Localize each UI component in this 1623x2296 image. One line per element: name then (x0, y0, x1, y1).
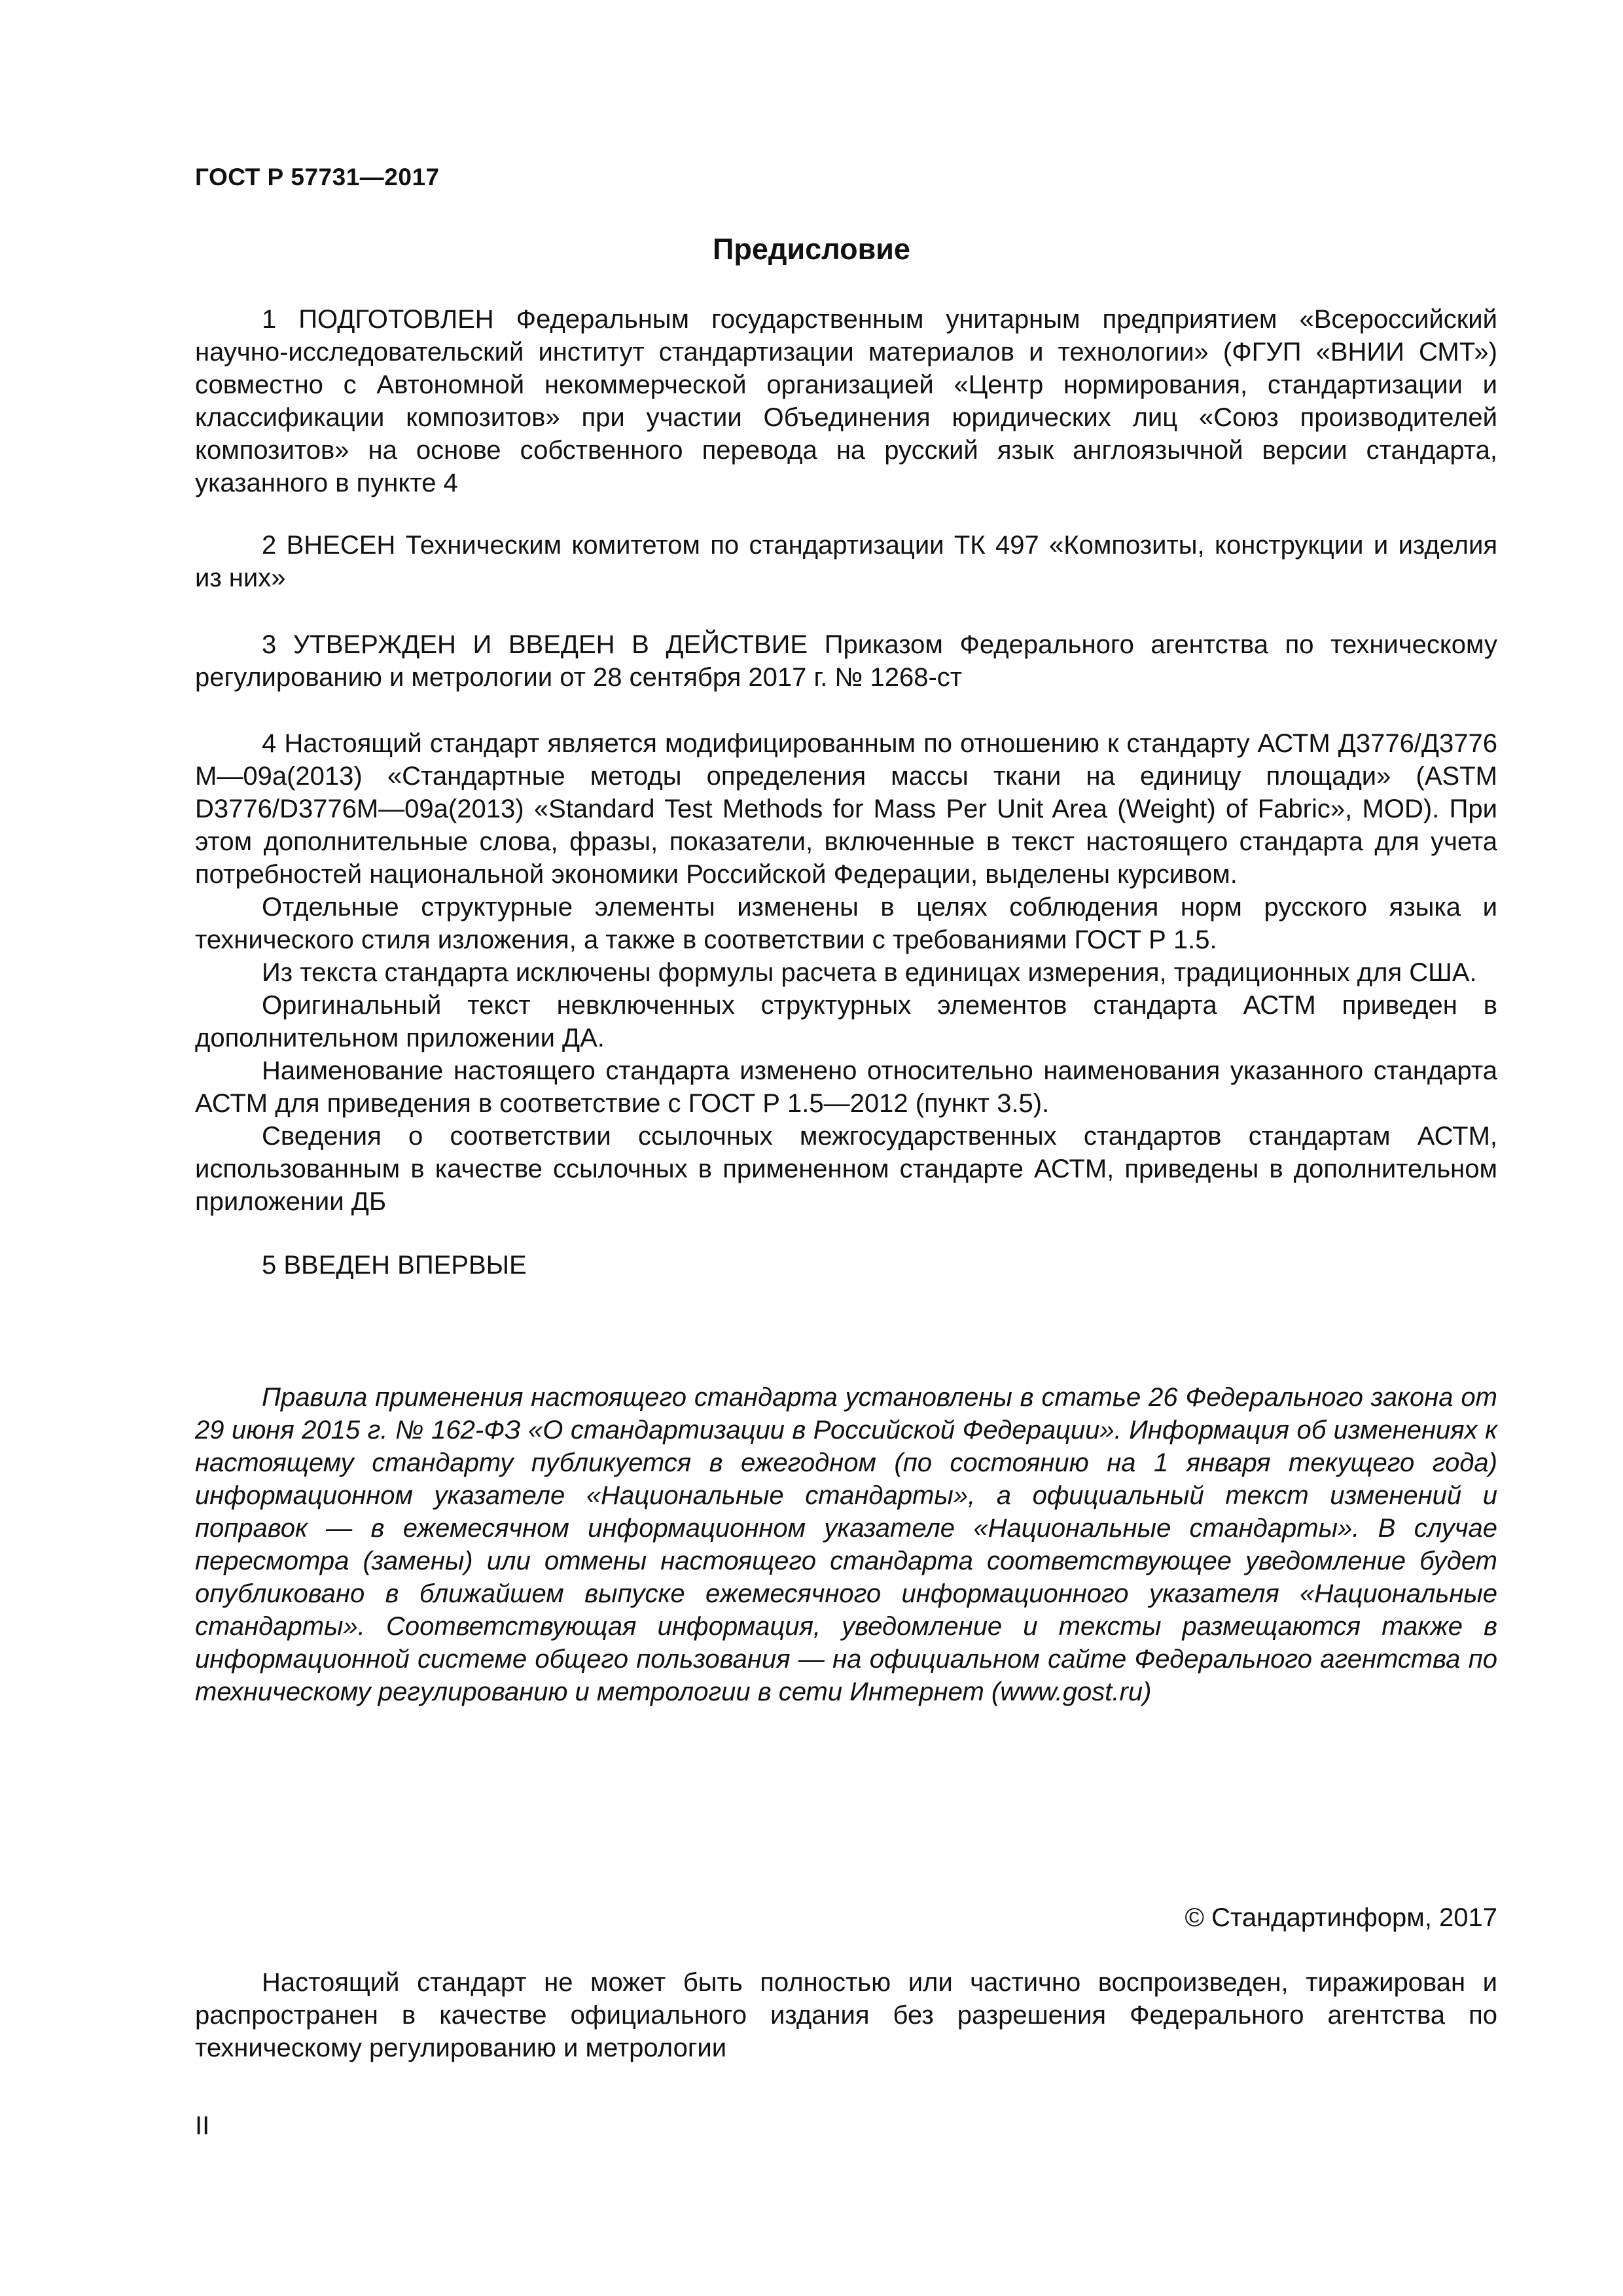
section-3 (195, 628, 1497, 694)
section-1 (195, 303, 1497, 499)
section-4-paragraph: Сведения о соответствии ссылочных межгосударственных стандартов стандартам АСТМ, использованным в качестве ссылочных в примененном стандарте АСТМ, приведены в дополнительном приложении ДБ (195, 1122, 1497, 1216)
rights-text: Настоящий стандарт не может быть полностью или частично воспроизведен, тиражирован и распространен в качестве официального издания без разрешения Федерального агентства по техническому регулированию и метрологии (195, 1968, 1497, 2062)
notice-text: Правила применения настоящего стандарта установлены в статье 26 Федерального закона от 29 июня 2015 г. № 162-ФЗ «О стандартизации в Российской Федерации». Информация об изменениях к настоящему стандарту публикуется в ежегодном (по состоянию на 1 января текущего года) информационном указателе «Национальные стандарты», а официальный текст изменений и поправок — в ежемесячном информационном указателе «Национальные стандарты». В случае пересмотра (замены) или отмены настоящего стандарта соответствующее уведомление будет опубликовано в ближайшем выпуске ежемесячного информационного указателя «Национальные стандарты». Соответствующая информация, уведомление и тексты размещаются также в информационной системе общего пользования — на официальном сайте Федерального агентства по техническому регулированию и метрологии в сети Интернет (www.gost.ru) (195, 1383, 1497, 1706)
section-5-text: 5 ВВЕДЕН ВПЕРВЫЕ (262, 1251, 527, 1280)
page-title: Предисловие (713, 232, 910, 266)
section-4-paragraph: Отдельные структурные элементы изменены в целях соблюдения норм русского языка и технического стиля изложения, а также в соответствии с требованиями ГОСТ Р 1.5. (195, 893, 1497, 954)
section-4-paragraph: Из текста стандарта исключены формулы расчета в единицах измерения, традиционных для США. (262, 958, 1477, 987)
section-4-paragraph: Оригинальный текст невключенных структурных элементов стандарта АСТМ приведен в дополнительном приложении ДА. (195, 991, 1497, 1052)
section-2-text: 2 ВНЕСЕН Техническим комитетом по стандартизации ТК 497 «Композиты, конструкции и изделия из них» (195, 531, 1497, 592)
section-5 (195, 1249, 1497, 1282)
section-3-text: 3 УТВЕРЖДЕН И ВВЕДЕН В ДЕЙСТВИЕ Приказом Федерального агентства по техническому регулированию и метрологии от 28 сентября 2017 г. № 1268-ст (195, 630, 1497, 692)
section-4-paragraph: Наименование настоящего стандарта изменено относительно наименования указанного стандарта АСТМ для приведения в соответствие с ГОСТ Р 1.5—2012 (пункт 3.5). (195, 1056, 1497, 1118)
document-code: ГОСТ Р 57731—2017 (195, 164, 440, 190)
section-4-paragraph: 4 Настоящий стандарт является модифицированным по отношению к стандарту АСТМ Д3776/Д3776 М—09а(2013) «Стандартные методы определения массы ткани на единицу площади» (ASTM D3776/D3776M—09a(2013) «Standard Test Methods for Mass Per Unit Area (Weight) of Fabric», MOD). При этом дополнительные слова, фразы, показатели, включенные в текст настоящего стандарта для учета потребностей национальной экономики Российской Федерации, выделены курсивом. (195, 729, 1497, 889)
page-number: II (195, 2111, 210, 2140)
section-4 (195, 727, 1497, 1218)
section-2 (195, 529, 1497, 594)
copyright-line: © Стандартинформ, 2017 (1185, 1903, 1497, 1932)
application-rules-notice (195, 1381, 1497, 1708)
section-1-text: 1 ПОДГОТОВЛЕН Федеральным государственным унитарным предприятием «Всероссийский научно-исследовательский институт стандартизации материалов и технологии» (ФГУП «ВНИИ СМТ») совместно с Автономной некоммерческой организацией «Центр нормирования, стандартизации и классификации композитов» при участии Объединения юридических лиц «Союз производителей композитов» на основе собственного перевода на русский язык англоязычной версии стандарта, указанного в пункте 4 (195, 305, 1497, 497)
reproduction-rights (195, 1966, 1497, 2064)
